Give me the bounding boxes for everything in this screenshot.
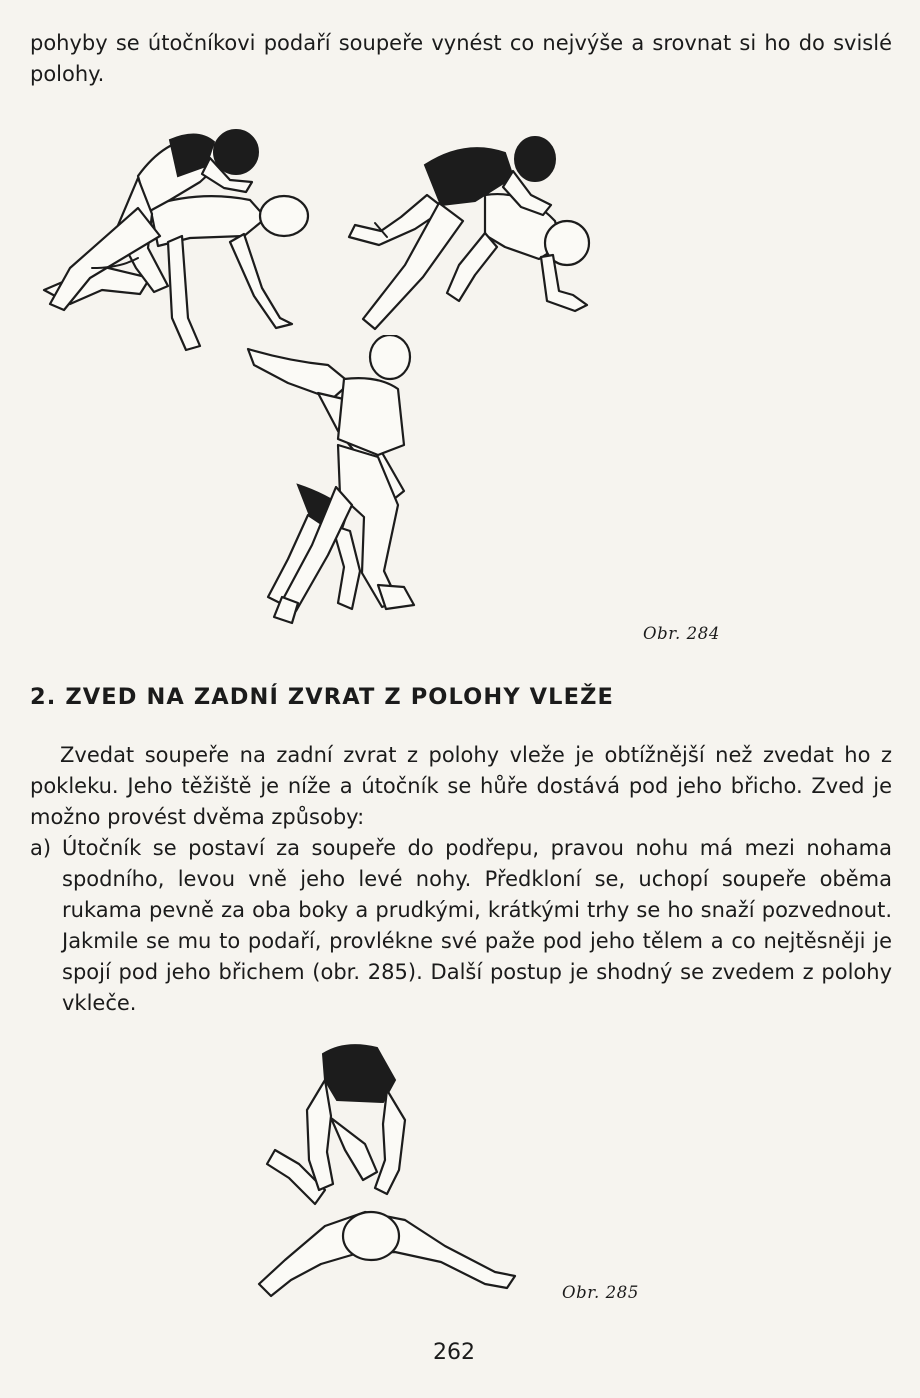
section-heading: 2. ZVED NA ZADNÍ ZVRAT Z POLOHY VLEŽE <box>30 684 614 710</box>
list-item-text: Útočník se postaví za soupeře do podřepu, pravou nohu má mezi nohama spodního, levou vně jeho levé nohy. Předkloní se, uchopí soupeře oběma rukama pevně za oba boky a prudkými, krátkými trhy se ho snaží pozvednout. Jakmile se mu to podaří, provlékne své paže pod jeho tělem a co nejtěsněji je spojí pod jeho břichem (obr. 285). Další postup je shodný se zvedem z polohy vkleče. <box>62 836 892 1015</box>
top-paragraph: pohyby se útočníkovi podaří soupeře vynést co nejvýše a srovnat si ho do svislé polohy. <box>30 31 892 86</box>
figure-284-left-illustration <box>30 118 320 358</box>
figure-285-caption: Obr. 285 <box>562 1283 639 1302</box>
section-intro-paragraph: Zvedat soupeře na zadní zvrat z polohy vleže je obtížnější než zvedat ho z pokleku. Jeho těžiště je níže a útočník se hůře dostává pod jeho břicho. Zved je možno provést dvěma způsoby: <box>30 743 892 829</box>
wrestler-top-standing <box>307 1045 405 1194</box>
page-number: 262 <box>433 1340 475 1365</box>
wrestler-bottom <box>447 194 589 311</box>
figure-284-center-illustration <box>228 335 458 655</box>
list-item-a <box>30 833 892 1019</box>
figure-284-right-illustration <box>335 125 595 345</box>
figure-285-illustration <box>245 1040 525 1310</box>
figure-284-caption: Obr. 284 <box>643 624 720 643</box>
list-item-marker: a) <box>30 836 52 860</box>
